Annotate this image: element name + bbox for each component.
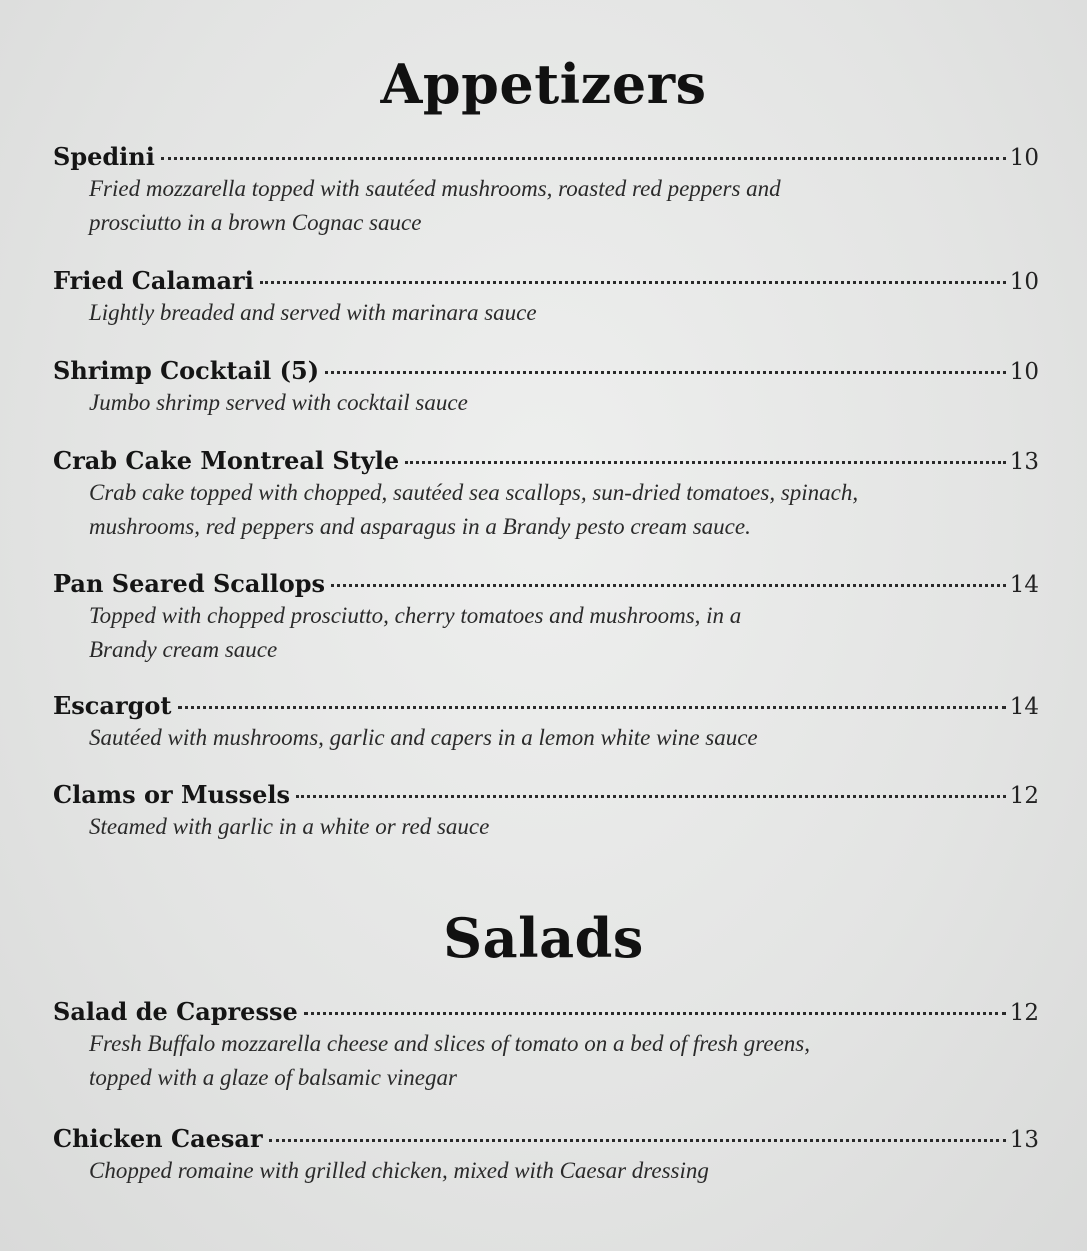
item-price: 10 (1009, 359, 1039, 385)
dot-leader (260, 281, 1006, 284)
item-name: Pan Seared Scallops (53, 569, 325, 598)
item-name: Fried Calamari (53, 266, 254, 295)
item-description: Topped with chopped prosciutto, cherry tomatoes and mushrooms, in a Brandy cream sauce (89, 603, 742, 662)
item-price: 13 (1009, 449, 1039, 475)
menu-item-crab-cake (53, 446, 1039, 544)
item-description: Fried mozzarella topped with sautéed mushrooms, roasted red peppers and prosciutto in a brown Cognac sauce (89, 176, 781, 235)
item-description: Steamed with garlic in a white or red sauce (89, 814, 490, 839)
dot-leader (161, 157, 1006, 160)
item-price: 10 (1009, 269, 1039, 295)
item-price: 12 (1009, 783, 1039, 809)
item-name: Spedini (53, 142, 155, 171)
item-price: 12 (1009, 1000, 1039, 1026)
item-price: 14 (1009, 572, 1039, 598)
dot-leader (178, 706, 1006, 709)
dot-leader (304, 1012, 1006, 1015)
menu-item-pan-seared-scallops (53, 569, 1039, 667)
item-description: Jumbo shrimp served with cocktail sauce (89, 390, 468, 415)
item-name: Escargot (53, 691, 172, 720)
dot-leader (325, 371, 1006, 374)
dot-leader (296, 795, 1006, 798)
item-name: Chicken Caesar (53, 1124, 263, 1153)
salads-heading: Salads (443, 906, 644, 970)
dot-leader (269, 1139, 1006, 1142)
dot-leader (331, 584, 1006, 587)
menu-item-shrimp-cocktail (53, 356, 1039, 420)
menu-item-chicken-caesar (53, 1124, 1039, 1188)
item-name: Crab Cake Montreal Style (53, 446, 400, 475)
item-name: Salad de Capresse (53, 997, 298, 1026)
menu-item-salad-de-capresse (53, 997, 1039, 1095)
item-description: Sautéed with mushrooms, garlic and capers in a lemon white wine sauce (89, 725, 758, 750)
item-description: Fresh Buffalo mozzarella cheese and slices of tomato on a bed of fresh greens, topped with a glaze of balsamic vinegar (89, 1031, 810, 1090)
menu-item-escargot (53, 691, 1039, 755)
item-description: Lightly breaded and served with marinara sauce (89, 300, 537, 325)
dot-leader (405, 461, 1006, 464)
item-price: 13 (1009, 1127, 1039, 1153)
appetizers-heading: Appetizers (380, 52, 707, 116)
menu-item-fried-calamari (53, 266, 1039, 330)
menu-item-clams-or-mussels (53, 780, 1039, 844)
item-name: Clams or Mussels (53, 780, 290, 809)
item-description: Crab cake topped with chopped, sautéed sea scallops, sun-dried tomatoes, spinach, mushrooms, red peppers and asparagus in a Brandy pesto cream sauce. (89, 480, 859, 539)
item-price: 14 (1009, 694, 1039, 720)
item-price: 10 (1009, 145, 1039, 171)
item-name: Shrimp Cocktail (5) (53, 356, 320, 385)
menu-item-spedini (53, 142, 1039, 240)
item-description: Chopped romaine with grilled chicken, mixed with Caesar dressing (89, 1158, 709, 1183)
